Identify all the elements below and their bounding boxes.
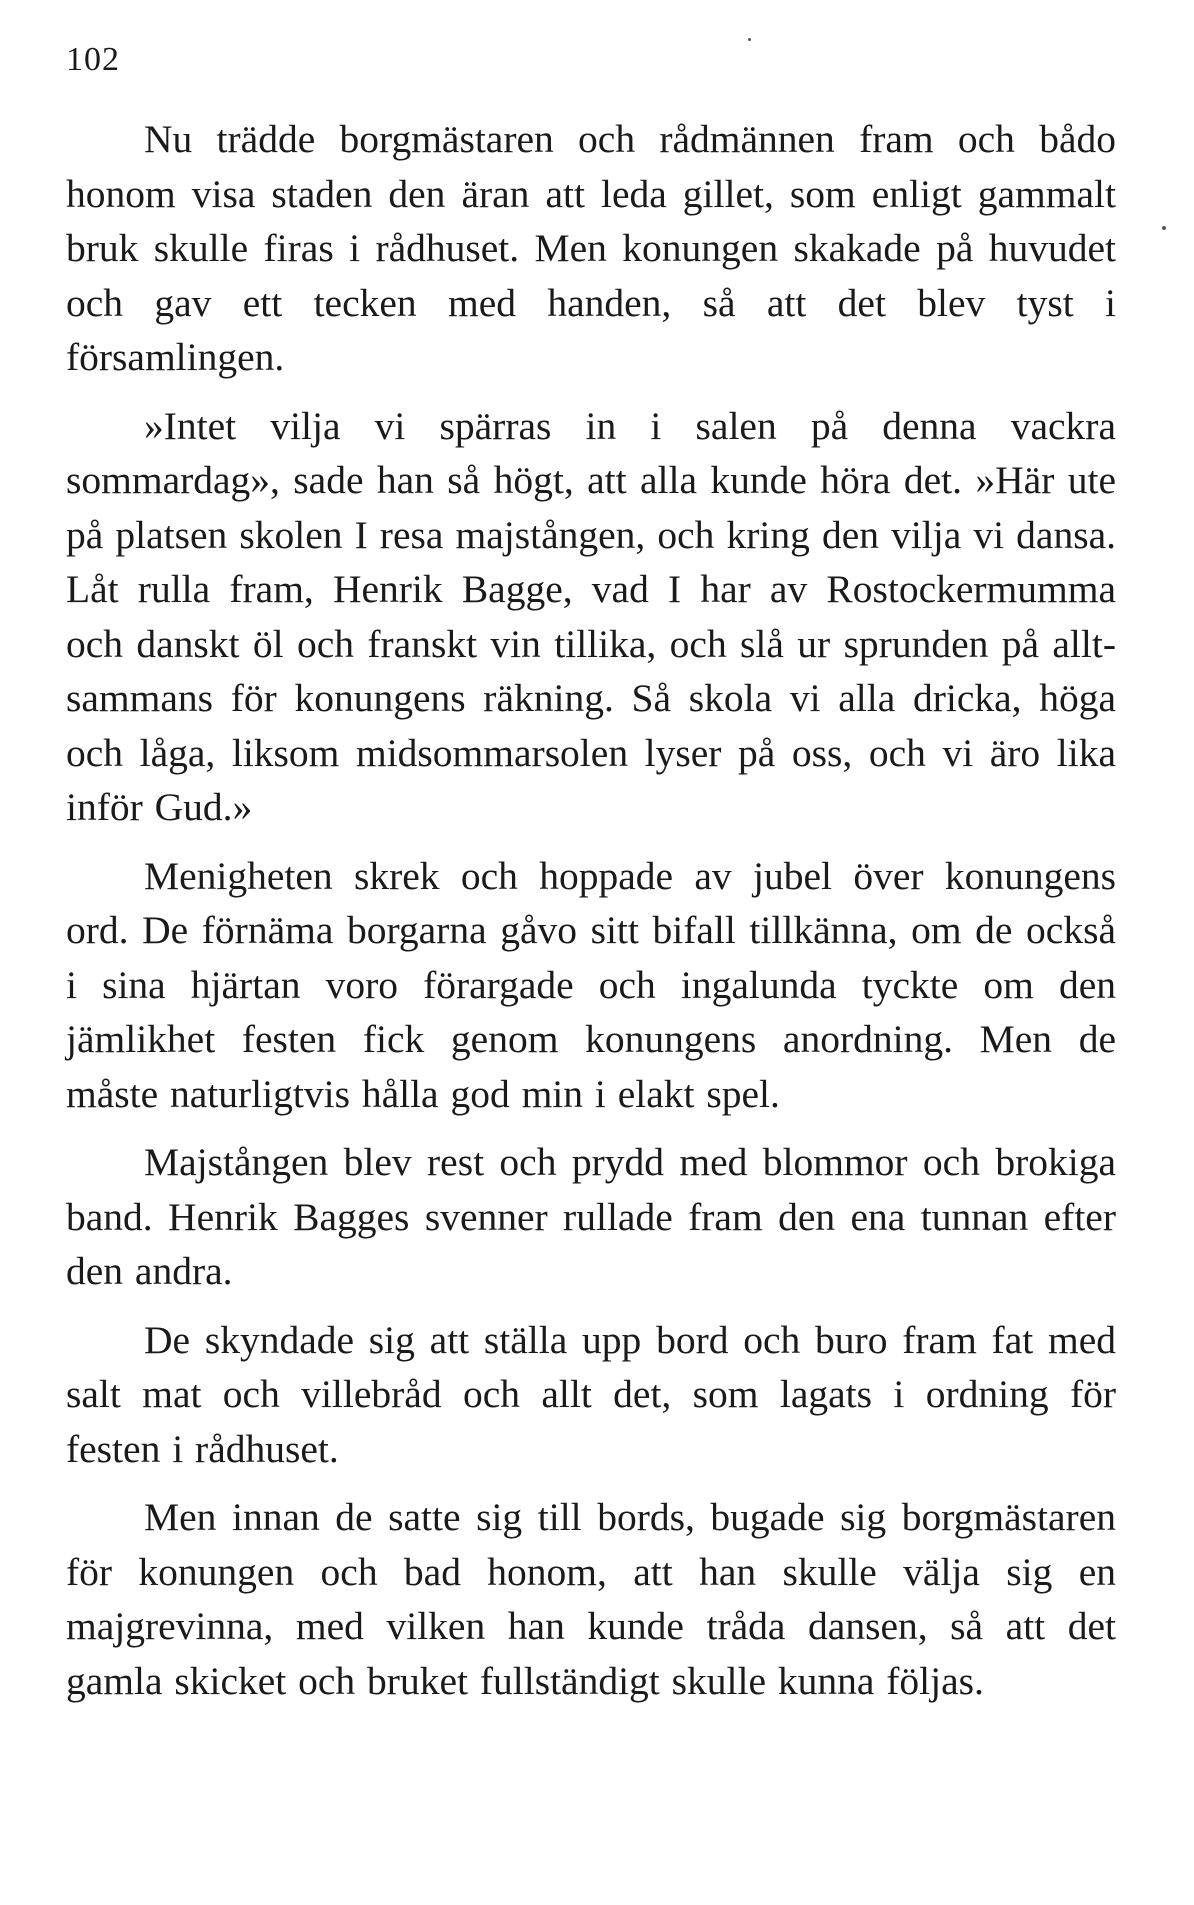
paragraph-4: Majstången blev rest och prydd med blommor och brokiga band. Henrik Bagges svenner rullade fram den ena tunnan efter den andra. <box>66 1140 1116 1293</box>
paragraph-3: Menigheten skrek och hoppade av jubel över konungens ord. De förnäma borgarna gåvo sitt bifall tillkänna, om de också i sina hjärtan voro förargade och ingalunda tyckte om den jämlikhet festen fick genom konungens anordning. Men de måste naturligtvis hålla god min i elakt spel. <box>66 853 1116 1116</box>
paragraph-5: De skyndade sig att ställa upp bord och buro fram fat med salt mat och villebråd och allt det, som lagats i ordning för festen i rådhuset. <box>66 1317 1116 1471</box>
scan-speck <box>748 38 751 41</box>
scan-speck <box>1162 226 1166 230</box>
paragraph-6: Men innan de satte sig till bords, bugade sig borgmästaren för konungen och bad honom, att han skulle välja sig en majgrevinna, med vilken han kunde tråda dansen, så att det gamla skicket och bruket fullständigt skulle kunna följas. <box>66 1495 1116 1703</box>
body-text <box>66 112 1116 1722</box>
paragraph-1: Nu trädde borgmästaren och rådmännen fram och bådo honom visa staden den äran att leda gillet, som enligt gammalt bruk skulle firas i rådhuset. Men konungen skakade på huvudet och gav ett tecken med handen, så att det blev tyst i församlingen. <box>66 117 1116 379</box>
page-number: 102 <box>66 41 120 78</box>
paragraph-2: »Intet vilja vi spärras in i salen på denna vackra sommardag», sade han så högt, att alla kunde höra det. »Här ute på platsen skolen I resa majstången, och kring den vilja vi dansa. Låt rulla fram, Henrik Bagge, vad I har av Rostockermumma och danskt öl och franskt vin tillika, och slå ur sprunden på alltsammans för konungens räkning. Så skola vi alla dricka, höga och låga, liksom midsommarsolen lyser på oss, och vi äro lika inför Gud.» <box>66 403 1116 829</box>
